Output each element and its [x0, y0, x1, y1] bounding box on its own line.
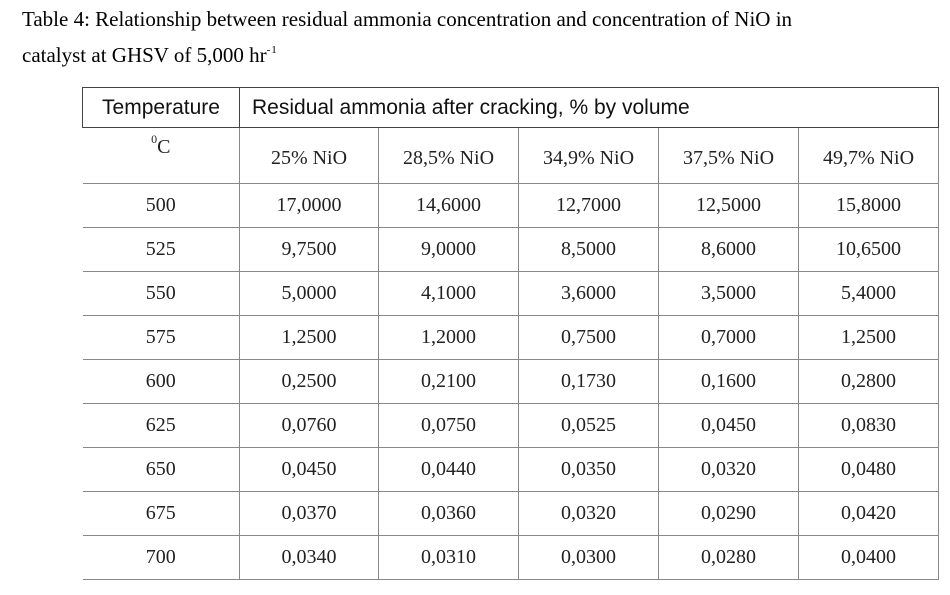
- value-cell: 0,1600: [659, 360, 799, 404]
- caption-line-1: Table 4: Relationship between residual ammonia concentration and concentration of NiO in: [22, 7, 793, 31]
- temperature-cell: 575: [83, 316, 240, 360]
- value-cell: 0,2800: [799, 360, 939, 404]
- table-row: [83, 404, 939, 448]
- column-header-row: [83, 128, 939, 184]
- value-cell: 17,0000: [240, 184, 379, 228]
- residual-ammonia-header: Residual ammonia after cracking, % by volume: [240, 88, 939, 128]
- unit-letter: C: [157, 136, 171, 158]
- column-header: 37,5% NiO: [659, 128, 799, 184]
- value-cell: 0,7000: [659, 316, 799, 360]
- value-cell: 0,0310: [379, 536, 519, 580]
- value-cell: 0,0750: [379, 404, 519, 448]
- unit-superscript: 0: [151, 132, 158, 146]
- value-cell: 0,0370: [240, 492, 379, 536]
- column-header: 28,5% NiO: [379, 128, 519, 184]
- value-cell: 0,0450: [240, 448, 379, 492]
- value-cell: 1,2000: [379, 316, 519, 360]
- value-cell: 0,0360: [379, 492, 519, 536]
- value-cell: 0,2100: [379, 360, 519, 404]
- temperature-header: Temperature: [83, 88, 240, 128]
- value-cell: 0,0340: [240, 536, 379, 580]
- value-cell: 0,0280: [659, 536, 799, 580]
- value-cell: 0,0420: [799, 492, 939, 536]
- table-row: [83, 360, 939, 404]
- value-cell: 4,1000: [379, 272, 519, 316]
- value-cell: 8,6000: [659, 228, 799, 272]
- temperature-unit: [83, 128, 240, 184]
- temperature-cell: 650: [83, 448, 240, 492]
- table-row: [83, 492, 939, 536]
- value-cell: 12,7000: [519, 184, 659, 228]
- value-cell: 5,4000: [799, 272, 939, 316]
- table-row: [83, 448, 939, 492]
- caption-line-2-text: catalyst at GHSV of 5,000 hr: [22, 43, 267, 67]
- caption-line-2: [22, 35, 932, 71]
- table-row: [83, 316, 939, 360]
- table-row: [83, 228, 939, 272]
- value-cell: 0,0525: [519, 404, 659, 448]
- ammonia-table: [82, 87, 939, 580]
- value-cell: 10,6500: [799, 228, 939, 272]
- value-cell: 15,8000: [799, 184, 939, 228]
- caption-superscript: -1: [266, 44, 278, 56]
- column-header: 34,9% NiO: [519, 128, 659, 184]
- value-cell: 0,0450: [659, 404, 799, 448]
- value-cell: 5,0000: [240, 272, 379, 316]
- value-cell: 0,0320: [519, 492, 659, 536]
- value-cell: 0,0400: [799, 536, 939, 580]
- value-cell: 0,0320: [659, 448, 799, 492]
- temperature-cell: 500: [83, 184, 240, 228]
- temperature-cell: 550: [83, 272, 240, 316]
- value-cell: 1,2500: [240, 316, 379, 360]
- value-cell: 0,0350: [519, 448, 659, 492]
- table-caption: [22, 4, 932, 71]
- value-cell: 0,0440: [379, 448, 519, 492]
- value-cell: 9,7500: [240, 228, 379, 272]
- value-cell: 3,6000: [519, 272, 659, 316]
- table-row: [83, 272, 939, 316]
- temperature-cell: 675: [83, 492, 240, 536]
- value-cell: 9,0000: [379, 228, 519, 272]
- column-header: 25% NiO: [240, 128, 379, 184]
- value-cell: 3,5000: [659, 272, 799, 316]
- value-cell: 0,7500: [519, 316, 659, 360]
- value-cell: 1,2500: [799, 316, 939, 360]
- temperature-cell: 600: [83, 360, 240, 404]
- value-cell: 8,5000: [519, 228, 659, 272]
- value-cell: 12,5000: [659, 184, 799, 228]
- temperature-cell: 700: [83, 536, 240, 580]
- header-row: [83, 88, 939, 128]
- value-cell: 14,6000: [379, 184, 519, 228]
- table-row: [83, 536, 939, 580]
- temperature-cell: 625: [83, 404, 240, 448]
- value-cell: 0,2500: [240, 360, 379, 404]
- value-cell: 0,0290: [659, 492, 799, 536]
- value-cell: 0,0830: [799, 404, 939, 448]
- value-cell: 0,0300: [519, 536, 659, 580]
- table-row: [83, 184, 939, 228]
- value-cell: 0,0760: [240, 404, 379, 448]
- value-cell: 0,1730: [519, 360, 659, 404]
- column-header: 49,7% NiO: [799, 128, 939, 184]
- temperature-cell: 525: [83, 228, 240, 272]
- value-cell: 0,0480: [799, 448, 939, 492]
